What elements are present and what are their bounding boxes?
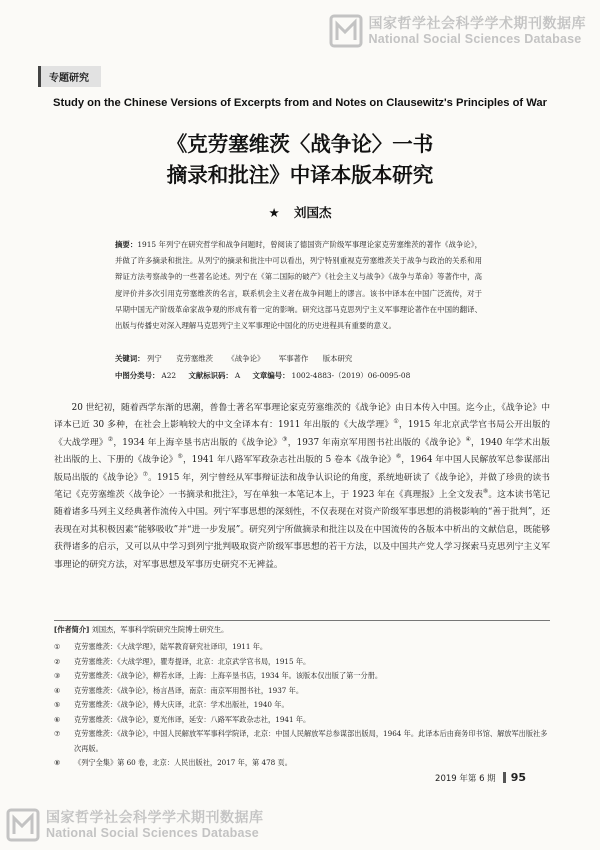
page-number: 95 [510,771,526,784]
footnote: ② 克劳塞维茨：《大战学理》，瞿寿提译，北京：北京武学官书局，1915 年。 [54,656,311,666]
footnote-ref[interactable]: ④ [465,435,471,443]
article-number-value: 1002-4883-（2019）06-0095-08 [291,371,411,380]
keywords-label: 关键词： [115,354,145,363]
watermark-cn: 国家哲学社会科学学术期刊数据库 [368,15,586,32]
author-line [0,203,600,221]
keyword: 克劳塞维茨 [176,354,214,363]
english-title: Study on the Chinese Versions of Excerpts from and Notes on Clausewitz's Principles of War [53,97,547,109]
clc-value: A22 [161,371,177,380]
footnote-ref[interactable]: ⑦ [142,470,149,478]
footnote-ref[interactable]: ⑤ [177,453,183,461]
keywords [115,353,364,364]
keyword: 军事著作 [278,354,309,363]
footnote-ref[interactable]: ③ [282,435,288,443]
footnote-ref[interactable]: ⑥ [395,453,402,461]
footnote: ⑤ 克劳塞维茨：《战争论》，傅大庆译，北京：学术出版社，1940 年。 [54,700,289,709]
footnote: ① 克劳塞维茨：《大战学理》，陆军教育研究社译印，1911 年。 [54,642,268,651]
database-logo-icon [6,808,40,842]
notes-section [54,620,550,771]
author-bio [54,620,550,638]
doc-code-value: A [234,371,241,380]
body-paragraph: 20 世纪初，随着西学东渐的思潮，普鲁士著名军事理论家克劳塞维茨的《战争论》由日本传入中国。迄今止，《战争论》中译本已近 30 多种，在社会上影响较大的中文全译本有：1911 年出版的《大战学理》①，1915 年北京武学官书局公开出版的《大战学理》②，1934 年上海辛垦书店出版的《战争论》③，1937 年南京军用图书社出版的《战争论》④，1940 年学术出版社出版的上、下册的《战争论》⑤，1941 年八路军军政杂志社出版的 5 卷本《战争论》⑥，1964 年中国人民解放军总参谋部出版局出版的《战争论》⑦。1915 年，列宁曾经从军事辩证法和战争认识论的角度，系统地研读了《战争论》，并做了珍贵的读书笔记《克劳塞维茨〈战争论〉一书摘录和批注》，写在单独一本笔记本上，于 1923 年在《真理报》上全文发表⑧。这本读书笔记随着诸多马列主义经典著作流传入中国。列宁军事思想的深刻性，不仅表现在对资产阶级军事思想的消极影响的“善于批判”，还表现在对其积极因素“能够吸收”并“进一步发展”。研究列宁所做摘录和批注以及在中国流传的各版本中析出的文献信息，既能够获得诸多的启示，又可以从中学习到列宁批判吸取资产阶级军事思想的若干方法，以及中国共产党人学习探索马克思列宁主义军事理论的研究方法，对军事思想及军事历史研究不无裨益。 [54,403,550,570]
keyword: 列宁 [146,354,162,363]
abstract [115,237,482,334]
footnote: ⑧ 《列宁全集》第 60 卷，北京：人民出版社，2017 年，第 478 页。 [54,758,292,767]
watermark-bottom [6,808,264,842]
page-footer [435,771,526,784]
footnote: ⑦ 克劳塞维茨：《战争论》，中国人民解放军军事科学院译，北京：中国人民解放军总参谋部出版局，1964 年。此译本后由商务印书馆、解放军出版社多次再版。 [54,729,548,753]
footnote: ③ 克劳塞维茨：《战争论》，柳若水译，上海：上海辛垦书店，1934 年。该版本仅出版了第一分册。 [54,671,383,680]
section-tag: 专题研究 [38,66,101,87]
footnote-ref[interactable]: ① [393,418,399,426]
chinese-title-line2: 摘录和批注》中译本版本研究 [166,163,434,187]
database-logo-icon [329,14,363,48]
watermark-cn: 国家哲学社会科学学术期刊数据库 [46,809,264,826]
footer-divider [503,772,506,783]
footnote: ⑥ 克劳塞维茨：《战争论》，夏光伟译，延安：八路军军政杂志社，1941 年。 [54,714,311,724]
chinese-title-line1: 《克劳塞维茨〈战争论〉一书 [166,132,434,156]
abstract-label: 摘要： [115,240,138,249]
abstract-text: 1915 年列宁在研究哲学和战争问题时，曾阅读了德国资产阶级军事理论家克劳塞维茨的著作《战争论》，并做了许多摘录和批注。从列宁的摘录和批注中可以看出，列宁特别重视克劳塞维茨关于战争与政治的关系和用辩证方法考察战争的一些著名论述。列宁在《第二国际的破产》《社会主义与战争》《战争与革命》等著作中，高度评价并多次引用克劳塞维茨的名言，联系机会主义者在战争问题上的谬言。该书中译本在中国广泛流传，对于早期中国无产阶级革命家战争观的形成有着一定的影响。研究这部马克思列宁主义军事理论著作在中国的翻译、出版与传播史对深入理解马克思列宁主义军事理论中国化的历史进程具有重要的意义。 [115,240,482,331]
footnote-ref[interactable]: ② [107,435,114,443]
article-number-label: 文章编号： [252,371,290,380]
author-bio-label: [作者简介] [54,625,90,634]
footnote: ④ 克劳塞维茨：《战争论》，杨言昌译，南京：南京军用图书社，1937 年。 [54,685,304,695]
keyword: 《战争论》 [227,354,265,363]
doc-code-label: 文献标识码： [188,371,233,380]
issue-label: 2019 年第 6 期 [435,773,496,784]
watermark-en: National Social Sciences Database [46,825,259,840]
author-bio-text: 刘国杰，军事科学院研究生院博士研究生。 [91,625,229,634]
footnote-ref[interactable]: ⑧ [482,488,489,496]
watermark-top [329,14,587,48]
classification-line [115,370,420,381]
clc-label: 中图分类号： [115,371,160,380]
author-name: 刘国杰 [294,205,332,220]
star-icon: ★ [268,205,280,220]
watermark-en: National Social Sciences Database [368,31,582,46]
keyword: 版本研究 [322,354,353,363]
